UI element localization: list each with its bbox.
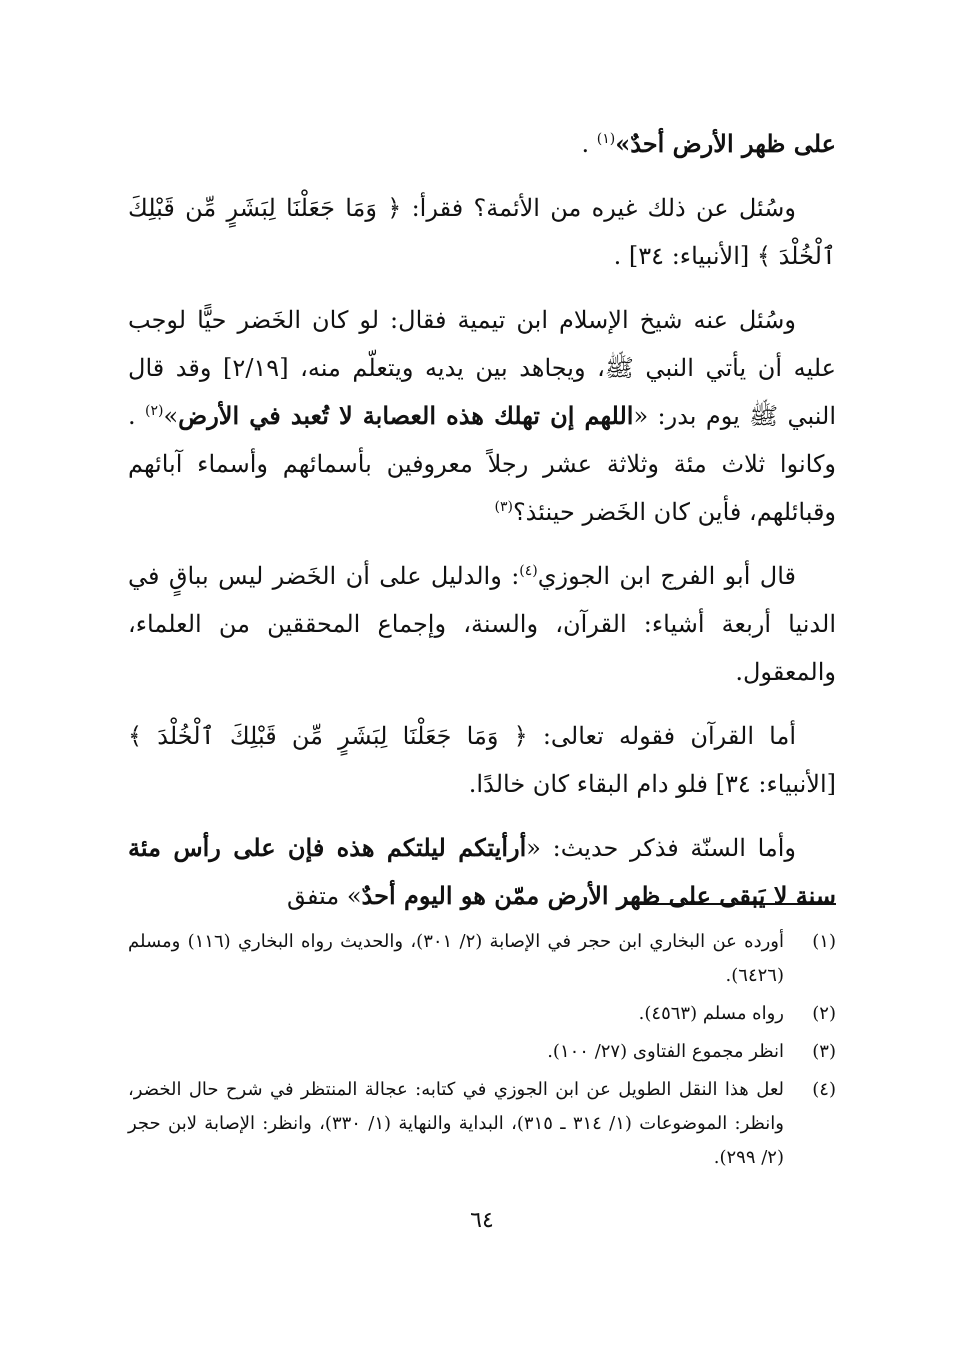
text-segment: أما القرآن فقوله تعالى: ﴿ وَمَا جَعَلْنَا لِبَشَرٍ مِّن قَبْلِكَ ٱلْخُلْدَ ﴾ [الأنبياء: ٣٤] فلو دام البقاء كان خالدًا.: [128, 722, 836, 798]
page-number: ٦٤: [470, 1208, 494, 1233]
footnote: [128, 925, 836, 993]
paragraph: [128, 184, 836, 280]
footnote: [128, 1035, 836, 1069]
footnote-divider: [626, 903, 836, 905]
footnote-marker: (٤): [519, 563, 538, 579]
paragraph: [128, 712, 836, 808]
footnote-marker: (٢): [145, 403, 164, 419]
text-segment: » متفق: [286, 882, 362, 910]
bold-text: اللهم إن تهلك هذه العصابة لا تُعبد في الأرض: [178, 401, 634, 430]
footnote: [128, 997, 836, 1031]
paragraph: [128, 552, 836, 696]
footnote-number: (٢): [812, 1003, 836, 1024]
text-segment: . وكانوا ثلاث مئة وثلاثة عشر رجلاً معروفين بأسمائهم وأسماء آبائهم وقبائلهم، فأين كان الخَضر حينئذ؟: [128, 402, 836, 526]
paragraph: [128, 296, 836, 536]
text-segment: قال أبو الفرج ابن الجوزي: [537, 562, 796, 590]
bold-text: على ظهر الأرض أحدٌ»: [615, 129, 836, 158]
text-segment: .: [581, 130, 597, 158]
footnote-text: أورده عن البخاري ابن حجر في الإصابة (٢/ ٣٠١)، والحديث رواه البخاري (١١٦) ومسلم (٦٤٢٦).: [128, 931, 784, 986]
text-segment: وسُئل عنه شيخ الإسلام ابن تيمية فقال: لو كان الخَضر حيًّا لوجب عليه أن يأتي النبي ﷺ، ويجاهد بين يديه ويتعلّم منه، [٢/١٩] وقد قال النبي ﷺ يوم بدر: «: [128, 306, 836, 430]
footnotes: [128, 925, 836, 1179]
text-segment: وأما السنّة فذكر حديث: «: [526, 834, 796, 862]
paragraph: [128, 824, 836, 920]
bold-text: أرأيتكم ليلتكم هذه فإن على رأس مئة سنة لا يَبقى على ظهر الأرض ممّن هو اليوم أحدٌ: [128, 833, 836, 910]
footnote-text: رواه مسلم (٤٥٦٣).: [638, 1003, 784, 1024]
footnote-text: انظر مجموع الفتاوى (٢٧/ ١٠٠).: [547, 1041, 784, 1062]
footnote-number: (٣): [812, 1041, 836, 1062]
footnote: [128, 1073, 836, 1175]
text-segment: »: [163, 402, 179, 430]
main-text: [128, 120, 836, 920]
footnote-number: (٤): [812, 1079, 836, 1100]
paragraph: [128, 120, 836, 168]
footnote-number: (١): [812, 931, 836, 952]
footnote-text: لعل هذا النقل الطويل عن ابن الجوزي في كتابه: عجالة المنتظر في شرح حال الخضر، وانظر: الموضوعات (١/ ٣١٤ ـ ٣١٥)، البداية والنهاية (١/ ٣٣٠)، وانظر: الإصابة لابن حجر (٢/ ٢٩٩).: [128, 1079, 784, 1168]
text-segment: : والدليل على أن الخَضر ليس بباقٍ في الدنيا أربعة أشياء: القرآن، والسنة، وإجماع المحققين من العلماء، والمعقول.: [128, 562, 836, 686]
footnote-marker: (٣): [494, 499, 513, 515]
text-segment: وسُئل عن ذلك غيره من الأئمة؟ فقرأ: ﴿ وَمَا جَعَلْنَا لِبَشَرٍ مِّن قَبْلِكَ ٱلْخُلْدَ ﴾ [الأنبياء: ٣٤] .: [128, 194, 836, 270]
footnote-marker: (١): [596, 131, 616, 147]
